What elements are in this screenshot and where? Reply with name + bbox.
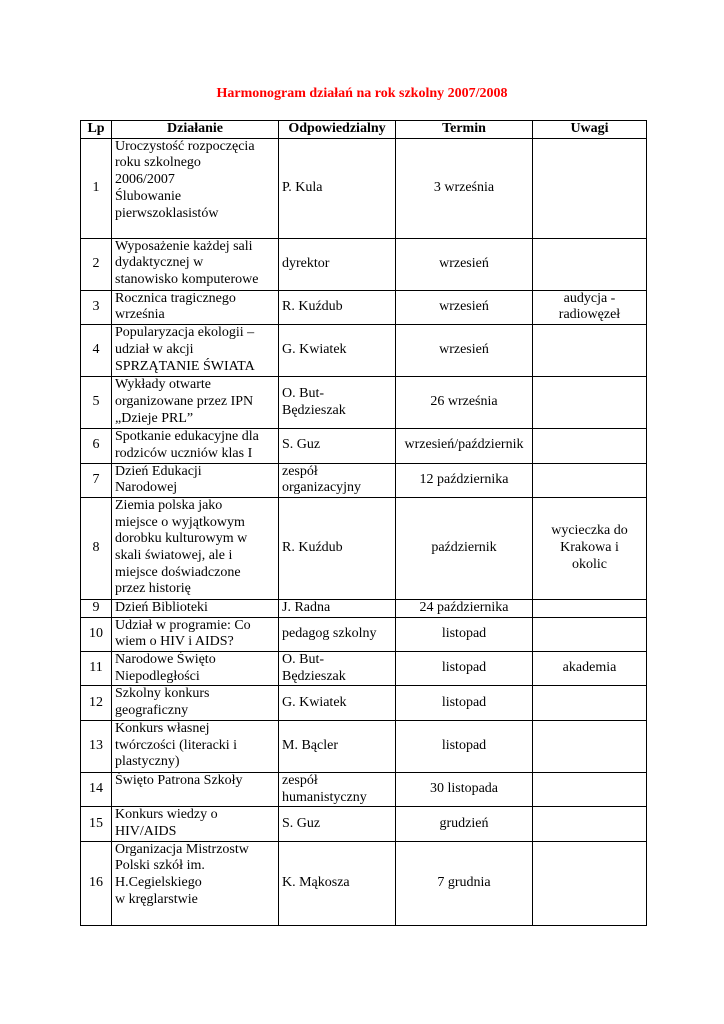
cell-line: Popularyzacja ekologii – bbox=[115, 325, 255, 341]
cell-line: dorobku kulturowym w bbox=[115, 531, 248, 547]
notes-cell bbox=[533, 841, 647, 925]
cell-line: w kręglarstwie bbox=[115, 891, 198, 907]
table-row bbox=[81, 290, 647, 324]
row-number: 8 bbox=[81, 497, 112, 599]
notes-cell bbox=[533, 138, 647, 238]
notes-cell bbox=[533, 497, 647, 599]
term-cell: 30 listopada bbox=[396, 772, 533, 806]
action-cell bbox=[112, 652, 279, 686]
cell-line: dydaktycznej w bbox=[115, 255, 204, 271]
responsible-cell bbox=[279, 463, 396, 497]
row-number: 10 bbox=[81, 617, 112, 651]
cell-line: wiem o HIV i AIDS? bbox=[115, 634, 234, 650]
row-number: 14 bbox=[81, 772, 112, 806]
cell-line: audycja - bbox=[563, 290, 616, 306]
cell-line: skali światowej, ale i bbox=[115, 548, 233, 564]
responsible-cell bbox=[279, 138, 396, 238]
table-row bbox=[81, 807, 647, 841]
row-number: 7 bbox=[81, 463, 112, 497]
cell-line: przez historię bbox=[115, 581, 191, 597]
cell-line: Będzieszak bbox=[282, 668, 346, 684]
responsible-cell bbox=[279, 772, 396, 806]
cell-line: Konkurs własnej bbox=[115, 720, 210, 736]
responsible-cell bbox=[279, 599, 396, 617]
row-number: 6 bbox=[81, 429, 112, 463]
responsible-cell bbox=[279, 238, 396, 290]
term-cell: listopad bbox=[396, 652, 533, 686]
cell-line: M. Bącler bbox=[282, 737, 338, 753]
table-row bbox=[81, 463, 647, 497]
cell-line: plastyczny) bbox=[115, 754, 180, 770]
cell-line: Organizacja Mistrzostw bbox=[115, 841, 249, 857]
term-cell: listopad bbox=[396, 720, 533, 772]
row-number: 12 bbox=[81, 686, 112, 720]
cell-line: Ślubowanie bbox=[115, 188, 182, 204]
table-row bbox=[81, 652, 647, 686]
table-row bbox=[81, 377, 647, 429]
term-cell: 7 grudnia bbox=[396, 841, 533, 925]
term-cell: 26 września bbox=[396, 377, 533, 429]
cell-line: S. Guz bbox=[282, 815, 321, 831]
cell-line: Święto Patrona Szkoły bbox=[115, 772, 243, 788]
responsible-cell bbox=[279, 720, 396, 772]
term-cell: 3 września bbox=[396, 138, 533, 238]
cell-line: stanowisko komputerowe bbox=[115, 272, 259, 288]
action-cell bbox=[112, 617, 279, 651]
notes-cell bbox=[533, 720, 647, 772]
action-cell bbox=[112, 238, 279, 290]
row-number: 5 bbox=[81, 377, 112, 429]
notes-cell bbox=[533, 290, 647, 324]
term-cell: grudzień bbox=[396, 807, 533, 841]
term-cell: 12 października bbox=[396, 463, 533, 497]
responsible-cell bbox=[279, 617, 396, 651]
header-notes: Uwagi bbox=[533, 121, 647, 139]
cell-line: Udział w programie: Co bbox=[115, 617, 251, 633]
cell-line: organizowane przez IPN bbox=[115, 393, 254, 409]
cell-line: roku szkolnego bbox=[115, 155, 201, 171]
cell-line: dyrektor bbox=[282, 255, 330, 271]
table-row bbox=[81, 720, 647, 772]
action-cell bbox=[112, 841, 279, 925]
action-cell bbox=[112, 325, 279, 377]
cell-line: P. Kula bbox=[282, 179, 323, 195]
table-row bbox=[81, 617, 647, 651]
notes-cell bbox=[533, 807, 647, 841]
row-number: 15 bbox=[81, 807, 112, 841]
cell-line: pedagog szkolny bbox=[282, 625, 377, 641]
cell-line: pierwszoklasistów bbox=[115, 205, 219, 221]
term-cell: 24 października bbox=[396, 599, 533, 617]
row-number: 16 bbox=[81, 841, 112, 925]
cell-line: S. Guz bbox=[282, 437, 321, 453]
cell-line: SPRZĄTANIE ŚWIATA bbox=[115, 358, 255, 374]
cell-line: R. Kuźdub bbox=[282, 540, 343, 556]
cell-line: 2006/2007 bbox=[115, 172, 175, 188]
table-row bbox=[81, 841, 647, 925]
table-row bbox=[81, 325, 647, 377]
cell-line: humanistyczny bbox=[282, 789, 367, 805]
action-cell bbox=[112, 290, 279, 324]
cell-line: K. Mąkosza bbox=[282, 874, 350, 890]
cell-line: R. Kuźdub bbox=[282, 299, 343, 315]
action-cell bbox=[112, 463, 279, 497]
cell-line: radiowęzeł bbox=[558, 307, 621, 323]
cell-line: J. Radna bbox=[282, 599, 331, 615]
row-number: 13 bbox=[81, 720, 112, 772]
responsible-cell bbox=[279, 652, 396, 686]
action-cell bbox=[112, 686, 279, 720]
responsible-cell bbox=[279, 290, 396, 324]
header-lp: Lp bbox=[81, 121, 112, 139]
row-number: 11 bbox=[81, 652, 112, 686]
responsible-cell bbox=[279, 429, 396, 463]
cell-line: udział w akcji bbox=[115, 341, 194, 357]
notes-cell bbox=[533, 599, 647, 617]
row-number: 9 bbox=[81, 599, 112, 617]
table-row bbox=[81, 138, 647, 238]
cell-line: wycieczka do bbox=[551, 523, 628, 539]
header-term: Termin bbox=[396, 121, 533, 139]
cell-line: Szkolny konkurs bbox=[115, 686, 210, 702]
row-number: 3 bbox=[81, 290, 112, 324]
cell-line: H.Cegielskiego bbox=[115, 875, 202, 891]
notes-cell bbox=[533, 617, 647, 651]
cell-line: miejsce o wyjątkowym bbox=[115, 514, 245, 530]
cell-line: Wykłady otwarte bbox=[115, 377, 211, 393]
row-number: 2 bbox=[81, 238, 112, 290]
cell-line: Spotkanie edukacyjne dla bbox=[115, 429, 259, 445]
term-cell: listopad bbox=[396, 617, 533, 651]
responsible-cell bbox=[279, 377, 396, 429]
responsible-cell bbox=[279, 497, 396, 599]
cell-line: Narodowej bbox=[115, 480, 178, 496]
cell-line: miejsce doświadczone bbox=[115, 564, 241, 580]
term-cell: wrzesień bbox=[396, 290, 533, 324]
term-cell: listopad bbox=[396, 686, 533, 720]
term-cell: październik bbox=[396, 497, 533, 599]
responsible-cell bbox=[279, 807, 396, 841]
cell-line: akademia bbox=[562, 660, 617, 676]
cell-line: Polski szkół im. bbox=[115, 858, 205, 874]
cell-line: Dzień Biblioteki bbox=[115, 599, 208, 615]
cell-line: września bbox=[115, 307, 165, 323]
notes-cell bbox=[533, 772, 647, 806]
cell-line: Rocznica tragicznego bbox=[115, 290, 236, 306]
action-cell bbox=[112, 599, 279, 617]
term-cell: wrzesień bbox=[396, 238, 533, 290]
table-row bbox=[81, 686, 647, 720]
row-number: 4 bbox=[81, 325, 112, 377]
table-row bbox=[81, 772, 647, 806]
notes-cell bbox=[533, 238, 647, 290]
notes-cell bbox=[533, 377, 647, 429]
document-title: Harmonogram działań na rok szkolny 2007/2008 bbox=[216, 86, 508, 101]
cell-line: „Dzieje PRL” bbox=[115, 410, 194, 426]
header-action: Działanie bbox=[112, 121, 279, 139]
action-cell bbox=[112, 429, 279, 463]
row-number: 1 bbox=[81, 138, 112, 238]
responsible-cell bbox=[279, 325, 396, 377]
cell-line: organizacyjny bbox=[282, 480, 362, 496]
table-row bbox=[81, 238, 647, 290]
cell-line: Dzień Edukacji bbox=[115, 463, 202, 479]
schedule-table bbox=[80, 120, 647, 926]
cell-line: O. But- bbox=[282, 385, 324, 401]
cell-line: Uroczystość rozpoczęcia bbox=[115, 138, 255, 154]
cell-line: Narodowe Święto bbox=[115, 652, 216, 668]
cell-line: O. But- bbox=[282, 652, 324, 668]
cell-line: Wyposażenie każdej sali bbox=[115, 238, 253, 254]
action-cell bbox=[112, 138, 279, 238]
header-responsible: Odpowiedzialny bbox=[279, 121, 396, 139]
cell-line: Krakowa i bbox=[560, 540, 619, 556]
cell-line: Konkurs wiedzy o bbox=[115, 807, 218, 823]
action-cell bbox=[112, 497, 279, 599]
cell-line: twórczości (literacki i bbox=[115, 737, 238, 753]
term-cell: wrzesień/październik bbox=[396, 429, 533, 463]
notes-cell bbox=[533, 429, 647, 463]
cell-line: geograficzny bbox=[115, 703, 189, 719]
notes-cell bbox=[533, 463, 647, 497]
cell-line: G. Kwiatek bbox=[282, 694, 347, 710]
cell-line: Ziemia polska jako bbox=[115, 497, 223, 513]
notes-cell bbox=[533, 652, 647, 686]
table-row bbox=[81, 429, 647, 463]
cell-line: HIV/AIDS bbox=[115, 823, 177, 839]
table-row bbox=[81, 497, 647, 599]
term-cell: wrzesień bbox=[396, 325, 533, 377]
responsible-cell bbox=[279, 686, 396, 720]
action-cell bbox=[112, 807, 279, 841]
cell-line: zespół bbox=[282, 463, 318, 479]
cell-line: okolic bbox=[572, 556, 607, 572]
notes-cell bbox=[533, 325, 647, 377]
action-cell bbox=[112, 772, 279, 806]
table-row bbox=[81, 599, 647, 617]
cell-line: rodziców uczniów klas I bbox=[115, 445, 253, 461]
header-row bbox=[81, 121, 647, 139]
cell-line: Niepodległości bbox=[115, 668, 200, 684]
action-cell bbox=[112, 720, 279, 772]
responsible-cell bbox=[279, 841, 396, 925]
notes-cell bbox=[533, 686, 647, 720]
action-cell bbox=[112, 377, 279, 429]
cell-line: Będzieszak bbox=[282, 402, 346, 418]
cell-line: G. Kwiatek bbox=[282, 342, 347, 358]
cell-line: zespół bbox=[282, 772, 318, 788]
